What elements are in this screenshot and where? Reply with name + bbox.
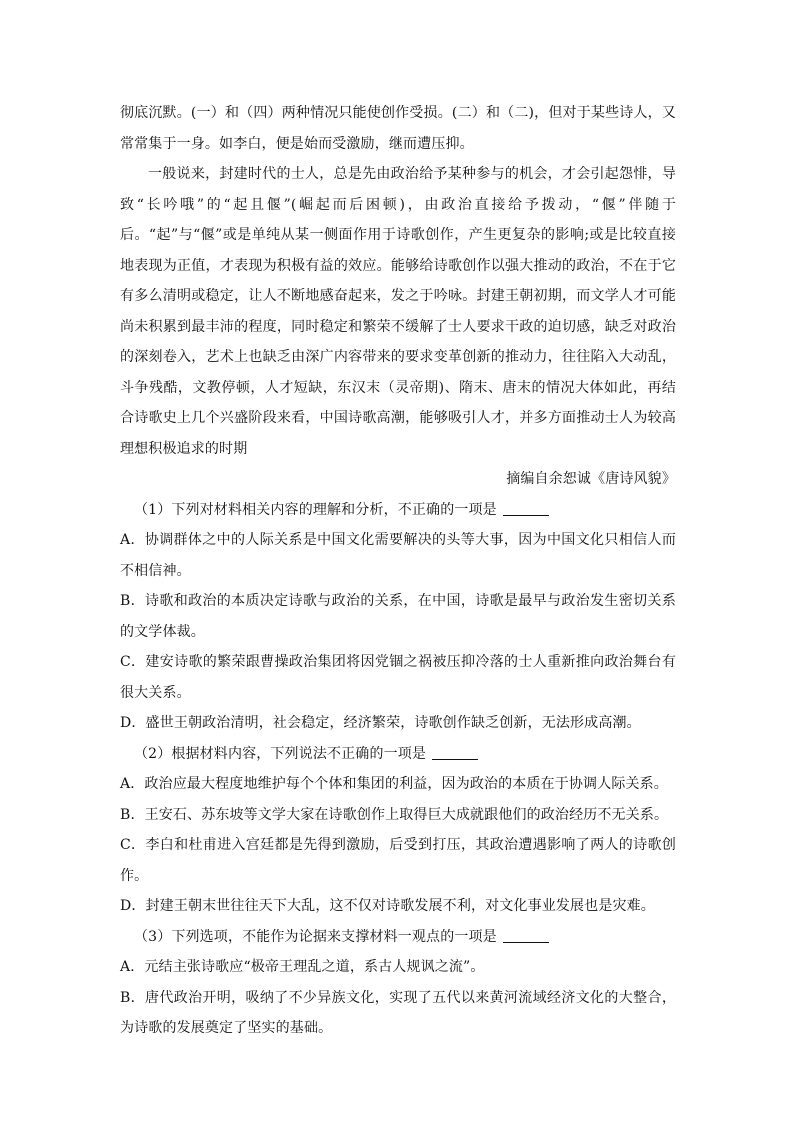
question-3-stem-text: （3）下列选项，不能作为论据来支撑材料一观点的一项是 [134, 928, 497, 945]
question-1-option-a: A．协调群体之中的人际关系是中国文化需要解决的头等大事，因为中国文化只相信人而不相信神。 [120, 532, 676, 579]
question-2-option-b: B．王安石、苏东坡等文学大家在诗歌创作上取得巨大成就跟他们的政治经历不无关系。 [120, 806, 669, 823]
passage-source: 摘编自余恕诚《唐诗风貌》 [506, 471, 676, 487]
answer-blank-1[interactable] [503, 501, 549, 516]
question-2-stem-text: （2）根据材料内容，下列说法不正确的一项是 [134, 745, 427, 762]
question-3-stem [120, 922, 676, 953]
question-3-option-b: B．唐代政治开明，吸纳了不少异族文化，实现了五代以来黄河流域经济文化的大整合，为诗歌的发展奠定了坚实的基础。 [120, 989, 676, 1036]
question-3-option-a: A．元结主张诗歌应“极帝王理乱之道，系古人规讽之流”。 [120, 959, 485, 975]
page-content [120, 98, 676, 1044]
question-2-option-d: D．封建王朝末世往往天下大乱，这不仅对诗歌发展不利，对文化事业发展也是灾难。 [120, 898, 655, 914]
question-2-option-c: C．李白和杜甫进入宫廷都是先得到激励，后受到打压，其政治遭遇影响了两人的诗歌创作。 [120, 837, 676, 884]
question-1-stem-text: （1）下列对材料相关内容的理解和分析，不正确的一项是 [134, 501, 497, 518]
answer-blank-3[interactable] [503, 928, 549, 943]
question-1-option-d: D．盛世王朝政治清明，社会稳定，经济繁荣，诗歌创作缺乏创新，无法形成高潮。 [120, 715, 641, 731]
question-2-option-a: A．政治应最大程度地维护每个个体和集团的利益，因为政治的本质在于协调人际关系。 [120, 776, 668, 792]
question-1-option-c: C．建安诗歌的繁荣跟曹操政治集团将因党锢之祸被压抑冷落的士人重新推向政治舞台有很大关系。 [120, 654, 676, 701]
question-1-option-b: B．诗歌和政治的本质决定诗歌与政治的关系，在中国，诗歌是最早与政治发生密切关系的文学体裁。 [120, 593, 676, 640]
question-1-stem [120, 495, 676, 526]
passage-paragraph-1: 彻底沉默。(一）和（四）两种情况只能使创作受损。(二）和（二)，但对于某些诗人，又常常集于一身。如李白，便是始而受激励，继而遭压抑。 [120, 105, 676, 152]
answer-blank-2[interactable] [432, 745, 478, 760]
passage-paragraph-2: 一般说来，封建时代的士人，总是先由政治给予某种参与的机会，才会引起怨悱，导致“长吟哦”的“起且偃”(崛起而后困顿)，由政治直接给予拨动，“偃”伴随于后。“起”与“偃”或是单纯从某一侧面作用于诗歌创作，产生更复杂的影响;或是比较直接地表现为正值，才表现为积极有益的效应。能够给诗歌创作以强大推动的政治，不在于它有多么清明或稳定，让人不断地感奋起来，发之于吟咏。封建王朝初期，而文学人才可能尚未积累到最丰沛的程度，同时稳定和繁荣不缓解了士人要求干政的迫切感，缺乏对政治的深刻卷入，艺术上也缺乏由深广内容带来的要求变革创新的推动力，往往陷入大动乱，斗争残酷，文教停顿，人才短缺，东汉末（灵帝期)、隋末、唐末的情况大体如此，再结合诗歌史上几个兴盛阶段来看，中国诗歌高潮，能够吸引人才，并多方面推动士人为较高理想积极追求的时期 [120, 166, 676, 457]
question-2-stem [120, 739, 676, 770]
